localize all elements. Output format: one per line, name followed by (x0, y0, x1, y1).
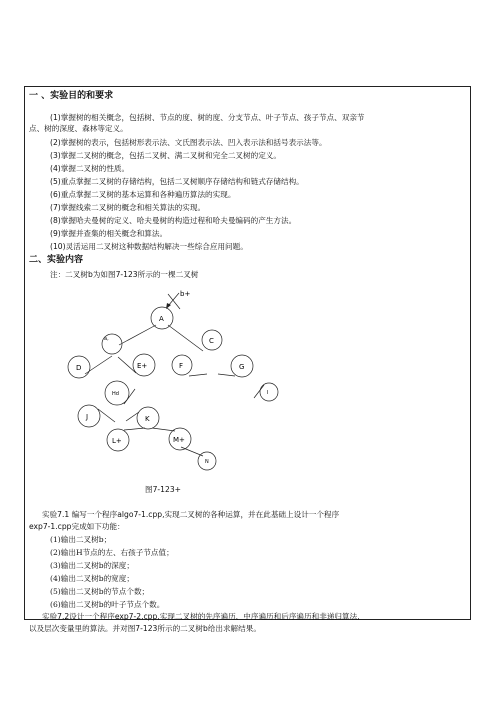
tree-edge (98, 409, 115, 422)
objective-item: (6)重点掌握二叉树的基本运算和各种遍历算法的实现。 (50, 190, 236, 199)
exp1-task: (3)输出二叉树b的深度； (50, 561, 134, 570)
tree-edge (168, 325, 203, 351)
node-label: E+ (137, 362, 148, 370)
node-label: I (267, 390, 269, 396)
exp2-text: 以及层次变量里的算法。并对图7-123所示的二叉树b给出求解结果。 (29, 624, 261, 633)
tree-edge (168, 294, 180, 309)
section-title-content: 二、实验内容 (29, 255, 84, 265)
exp1-intro: 实验7.1 编写一个程序algo7-1.cpp,实现二叉树的各种运算，并在此基础上设计一个程序 (42, 510, 340, 519)
exp1-task: (1)输出二叉树b； (50, 535, 112, 544)
objective-item: (8)掌握哈夫曼树的定义、哈夫曼树的构造过程和哈夫曼编码的产生方法。 (50, 216, 297, 225)
objective-item: (5)重点掌握二叉树的存储结构，包括二叉树顺序存储结构和链式存储结构。 (50, 177, 304, 186)
node-label: A (159, 315, 164, 323)
node-label: N (205, 459, 209, 465)
tree-edge (124, 428, 145, 430)
root-pointer-line (168, 293, 179, 306)
exp1-task: (2)输出H节点的左、右孩子节点值； (50, 548, 174, 557)
node-label: F (179, 362, 184, 370)
objective-item: (7)掌握线索二叉树的概念和相关算法的实现。 (50, 203, 206, 212)
objective-item: 点、树的深度、森林等定义。 (29, 124, 128, 133)
tree-edge (152, 428, 175, 431)
exp1-intro: exp7-1.cpp完成如下功能： (29, 522, 125, 531)
node-label: G (239, 363, 245, 371)
node-label: M+ (173, 436, 185, 444)
objective-item: (10)灵活运用二叉树这种数据结构解决一些综合应用问题。 (50, 242, 248, 251)
objective-item: (1)掌握树的相关概念，包括树、节点的度、树的度、分支节点、叶子节点、孩子节点、双亲节 (50, 113, 365, 122)
node-label: J (86, 413, 89, 421)
objective-item: (4)掌握二叉树的性质。 (50, 164, 130, 173)
node-label: D (76, 364, 82, 372)
root-pointer-arrow-icon (166, 303, 171, 309)
tree-edge (254, 385, 264, 398)
exp1-task: (6)输出二叉树b的叶子节点个数。 (50, 600, 165, 609)
objective-item: (9)掌握并查集的相关概念和算法。 (50, 229, 168, 238)
root-pointer-label: b+ (180, 290, 191, 298)
tree-edge (119, 325, 156, 345)
objective-item: (2)掌握树的表示，包括树形表示法、文氏图表示法、凹入表示法和括号表示法等。 (50, 138, 327, 147)
objective-item: (3)掌握二叉树的概念，包括二叉树、满二叉树和完全二叉树的定义。 (50, 151, 281, 160)
node-label: K (145, 415, 150, 423)
node-label: L+ (112, 437, 122, 445)
tree-node-j (78, 405, 100, 427)
tree-edge (181, 447, 203, 456)
section-title-objectives: 一 、实验目的和要求 (29, 91, 114, 101)
node-label: Hd (112, 391, 119, 397)
figure-note: 注：二叉树b为如图7-123所示的一棵二叉树 (50, 270, 199, 279)
node-label: C (209, 337, 214, 345)
exp1-task: (5)输出二叉树b的节点个数； (50, 587, 150, 596)
node-label: a, (104, 336, 109, 342)
tree-edge (189, 374, 207, 376)
tree-edge (218, 374, 235, 376)
figure-caption: 图7-123+ (145, 485, 182, 494)
exp2-text: 实验7.2设计一个程序exp7-2.cpp,实现二叉树的先序遍历、中序遍历和后序遍历和非递归算法, (42, 612, 360, 621)
exp1-task: (4)输出二叉树b的宽度； (50, 574, 134, 583)
tree-node-i (260, 383, 278, 401)
